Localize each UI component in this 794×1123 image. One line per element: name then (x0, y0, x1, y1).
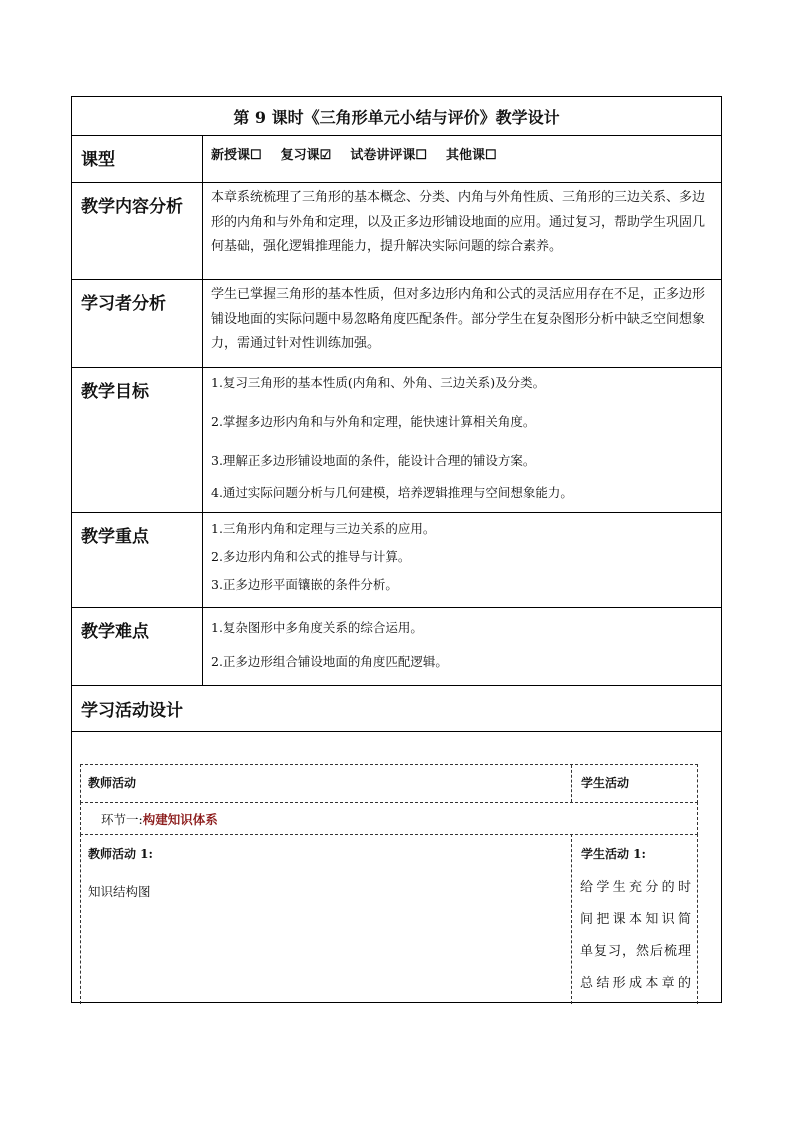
difficulties-row (72, 608, 721, 686)
course-type-label: 课型 (72, 136, 203, 182)
goal-item: 3.理解正多边形铺设地面的条件，能设计合理的铺设方案。 (211, 453, 536, 468)
stage-name: 构建知识体系 (142, 812, 218, 827)
goal-item: 4.通过实际问题分析与几何建模，培养逻辑推理与空间想象能力。 (211, 485, 573, 500)
page-title: 第 9 课时《三角形单元小结与评价》教学设计 (72, 97, 721, 136)
teaching-goals-row (72, 368, 721, 513)
content-analysis-label: 教学内容分析 (72, 183, 203, 279)
key-point-item: 2.多边形内角和公式的推导与计算。 (211, 549, 411, 564)
content-analysis-text: 本章系统梳理了三角形的基本概念、分类、内角与外角性质、三角形的三边关系、多边形的内角和与外角和定理，以及正多边形铺设地面的应用。通过复习，帮助学生巩固几何基础，强化逻辑推理能力，提升解决实际问题的综合素养。 (211, 190, 706, 254)
student-activity-1-text (580, 872, 691, 1000)
activity-1-row (80, 834, 698, 1004)
goal-item: 1.复习三角形的基本性质(内角和、外角、三边关系)及分类。 (211, 375, 546, 390)
difficulty-item: 1.复杂图形中多角度关系的综合运用。 (211, 620, 423, 635)
teacher-activity-header: 教师活动 (88, 776, 137, 790)
student-activity-1-title: 学生活动 1: (581, 847, 646, 861)
key-points-list (203, 513, 721, 607)
key-points-label: 教学重点 (72, 513, 203, 607)
option-new-lesson[interactable]: 新授课☐ (211, 148, 262, 163)
activity-design-area (72, 732, 721, 1002)
key-points-row (72, 513, 721, 608)
learner-analysis-text: 学生已掌握三角形的基本性质，但对多边形内角和公式的灵活应用存在不足，正多边形铺设地面的实际问题中易忽略角度匹配条件。部分学生在复杂图形分析中缺乏空间想象力，需通过针对性训练加强。 (211, 287, 706, 351)
lesson-plan-table (71, 96, 722, 1003)
goal-item: 2.掌握多边形内角和与外角和定理，能快速计算相关角度。 (211, 414, 536, 429)
difficulties-list (203, 608, 721, 685)
student-activity-line: 单复习，然后梳理 (580, 944, 691, 959)
course-type-options (203, 136, 721, 182)
teaching-goals-label: 教学目标 (72, 368, 203, 512)
difficulty-item: 2.正多边形组合铺设地面的角度匹配逻辑。 (211, 654, 448, 669)
learner-analysis-row (72, 280, 721, 368)
course-type-row (72, 136, 721, 183)
option-review-lesson[interactable]: 复习课☑ (280, 148, 332, 163)
student-activity-line: 间把课本知识简 (580, 912, 691, 927)
activity-design-heading: 学习活动设计 (72, 686, 721, 732)
content-analysis-row (72, 183, 721, 280)
activity-header-row (80, 764, 698, 803)
teaching-goals-list (203, 368, 721, 512)
stage-prefix: 环节一: (101, 812, 143, 827)
key-point-item: 1.三角形内角和定理与三边关系的应用。 (211, 521, 436, 536)
stage-title (101, 810, 218, 828)
learner-analysis-label: 学习者分析 (72, 280, 203, 367)
student-activity-line: 给学生充分的时 (580, 880, 691, 895)
teacher-activity-1-text: 知识结构图 (88, 884, 151, 899)
student-activity-line: 总结形成本章的 (580, 976, 691, 991)
stage-row (80, 802, 698, 835)
option-test-review-lesson[interactable]: 试卷讲评课☐ (350, 148, 427, 163)
difficulties-label: 教学难点 (72, 608, 203, 685)
teacher-activity-1-title: 教师活动 1: (88, 847, 153, 861)
key-point-item: 3.正多边形平面镶嵌的条件分析。 (211, 577, 398, 592)
option-other-lesson[interactable]: 其他课☐ (445, 148, 497, 163)
student-activity-header: 学生活动 (581, 776, 630, 790)
